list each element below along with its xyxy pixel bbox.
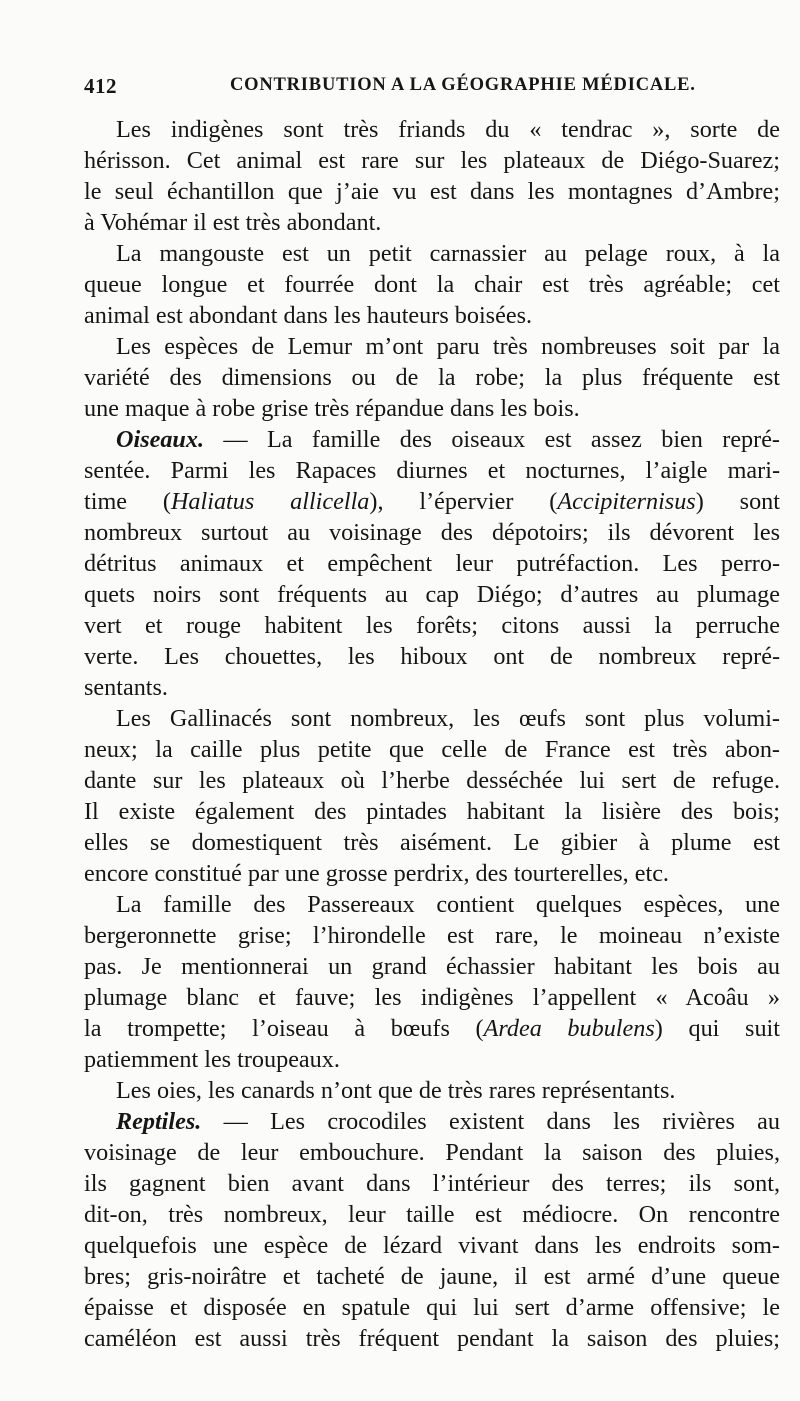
species-name: Haliatus allicella [170, 488, 370, 515]
text-line [84, 610, 780, 641]
text-span: dit-on, très nombreux, leur taille est médiocre. On rencontre [84, 1201, 780, 1228]
text-line [84, 796, 780, 827]
text-span: elles se domestiquent très aisément. Le gibier à plume est [84, 829, 780, 856]
text-line [84, 1075, 780, 1106]
text-line [84, 1199, 780, 1230]
text-span: Les indigènes sont très friands du « tendrac », sorte de [116, 116, 780, 143]
text-span: Les espèces de Lemur m’ont paru très nombreuses soit par la [116, 333, 780, 360]
text-line [84, 1044, 780, 1075]
text-line [84, 1106, 780, 1137]
text-span: voisinage de leur embouchure. Pendant la saison des pluies, [84, 1139, 780, 1166]
text-span: La famille des Passereaux contient quelques espèces, une [116, 891, 780, 918]
text-line [84, 362, 780, 393]
text-span: Les Gallinacés sont nombreux, les œufs sont plus volumi- [116, 705, 780, 732]
text-span: à Vohémar il est très abondant. [84, 209, 382, 236]
text-line [84, 393, 780, 424]
text-span: le seul échantillon que j’aie vu est dans les montagnes d’Ambre; [84, 178, 780, 205]
text-span: bergeronnette grise; l’hirondelle est rare, le moineau n’existe [84, 922, 780, 949]
text-line [84, 982, 780, 1013]
text-span: vert et rouge habitent les forêts; citons aussi la perruche [84, 612, 780, 639]
text-line [84, 1323, 780, 1354]
text-line [84, 827, 780, 858]
text-span: sentants. [84, 674, 168, 701]
species-name: Ardea bubulens [483, 1015, 655, 1042]
text-line [84, 641, 780, 672]
text-line [84, 1261, 780, 1292]
text-line [84, 1230, 780, 1261]
text-span: une maque à robe grise très répandue dans les bois. [84, 395, 580, 422]
text-span: queue longue et fourrée dont la chair est très agréable; cet [84, 271, 780, 298]
running-head [84, 74, 796, 104]
text-line [84, 734, 780, 765]
text-span: time ( [84, 488, 171, 515]
text-line [84, 548, 780, 579]
text-line [84, 920, 780, 951]
text-line [84, 703, 780, 734]
text-span: encore constitué par une grosse perdrix, des tourterelles, etc. [84, 860, 669, 887]
text-span: épaisse et disposée en spatule qui lui sert d’arme offensive; le [84, 1294, 780, 1321]
text-line [84, 672, 780, 703]
text-span: dante sur les plateaux où l’herbe desséchée lui sert de refuge. [84, 767, 780, 794]
text-line [84, 951, 780, 982]
section-heading-oiseaux: Oiseaux. [116, 426, 205, 453]
text-line [84, 1013, 780, 1044]
text-line [84, 1292, 780, 1323]
text-span: ils gagnent bien avant dans l’intérieur des terres; ils sont, [84, 1170, 780, 1197]
page-number: 412 [84, 74, 117, 98]
species-name: Accipiternisus [557, 488, 696, 515]
text-line [84, 765, 780, 796]
text-span: nombreux surtout au voisinage des dépotoirs; ils dévorent les [84, 519, 780, 546]
text-span: patiemment les troupeaux. [84, 1046, 340, 1073]
text-line [84, 269, 780, 300]
text-span: neux; la caille plus petite que celle de France est très abon- [84, 736, 780, 763]
text-line [84, 238, 780, 269]
text-span: verte. Les chouettes, les hiboux ont de nombreux repré- [84, 643, 780, 670]
text-span: sentée. Parmi les Rapaces diurnes et nocturnes, l’aigle mari- [84, 457, 780, 484]
text-span: Il existe également des pintades habitant la lisière des bois; [84, 798, 780, 825]
text-span: ), l’épervier ( [369, 488, 558, 515]
text-span: ) sont [695, 488, 780, 515]
section-heading-reptiles: Reptiles. [116, 1108, 202, 1135]
text-line [84, 145, 780, 176]
text-line [84, 858, 780, 889]
text-line [84, 424, 780, 455]
text-span: Les oies, les canards n’ont que de très rares représentants. [116, 1077, 676, 1104]
text-line [84, 889, 780, 920]
text-span: — Les crocodiles existent dans les rivières au [201, 1108, 780, 1135]
text-span: quelquefois une espèce de lézard vivant dans les endroits som- [84, 1232, 780, 1259]
text-line [84, 207, 780, 238]
text-span: caméléon est aussi très fréquent pendant la saison des pluies; [84, 1325, 780, 1352]
text-line [84, 114, 780, 145]
text-line [84, 1137, 780, 1168]
text-span: La mangouste est un petit carnassier au pelage roux, à la [116, 240, 780, 267]
text-line [84, 331, 780, 362]
running-title: CONTRIBUTION A LA GÉOGRAPHIE MÉDICALE. [230, 75, 696, 95]
text-line [84, 1168, 780, 1199]
text-span: la trompette; l’oiseau à bœufs ( [84, 1015, 484, 1042]
text-span: variété des dimensions ou de la robe; la plus fréquente est [84, 364, 780, 391]
text-span: — La famille des oiseaux est assez bien repré- [204, 426, 780, 453]
text-line [84, 300, 780, 331]
text-line [84, 486, 780, 517]
text-span: quets noirs sont fréquents au cap Diégo; d’autres au plumage [84, 581, 780, 608]
text-line [84, 176, 780, 207]
text-line [84, 455, 780, 486]
text-span: ) qui suit [654, 1015, 780, 1042]
text-line [84, 579, 780, 610]
text-span: pas. Je mentionnerai un grand échassier habitant les bois au [84, 953, 780, 980]
text-span: animal est abondant dans les hauteurs boisées. [84, 302, 533, 329]
body-text [84, 114, 780, 1382]
text-span: bres; gris-noirâtre et tacheté de jaune, il est armé d’une queue [84, 1263, 780, 1290]
text-line [84, 517, 780, 548]
text-span: hérisson. Cet animal est rare sur les plateaux de Diégo-Suarez; [84, 147, 780, 174]
text-span: plumage blanc et fauve; les indigènes l’appellent « Acoâu » [84, 984, 780, 1011]
text-span: détritus animaux et empêchent leur putréfaction. Les perro- [84, 550, 780, 577]
